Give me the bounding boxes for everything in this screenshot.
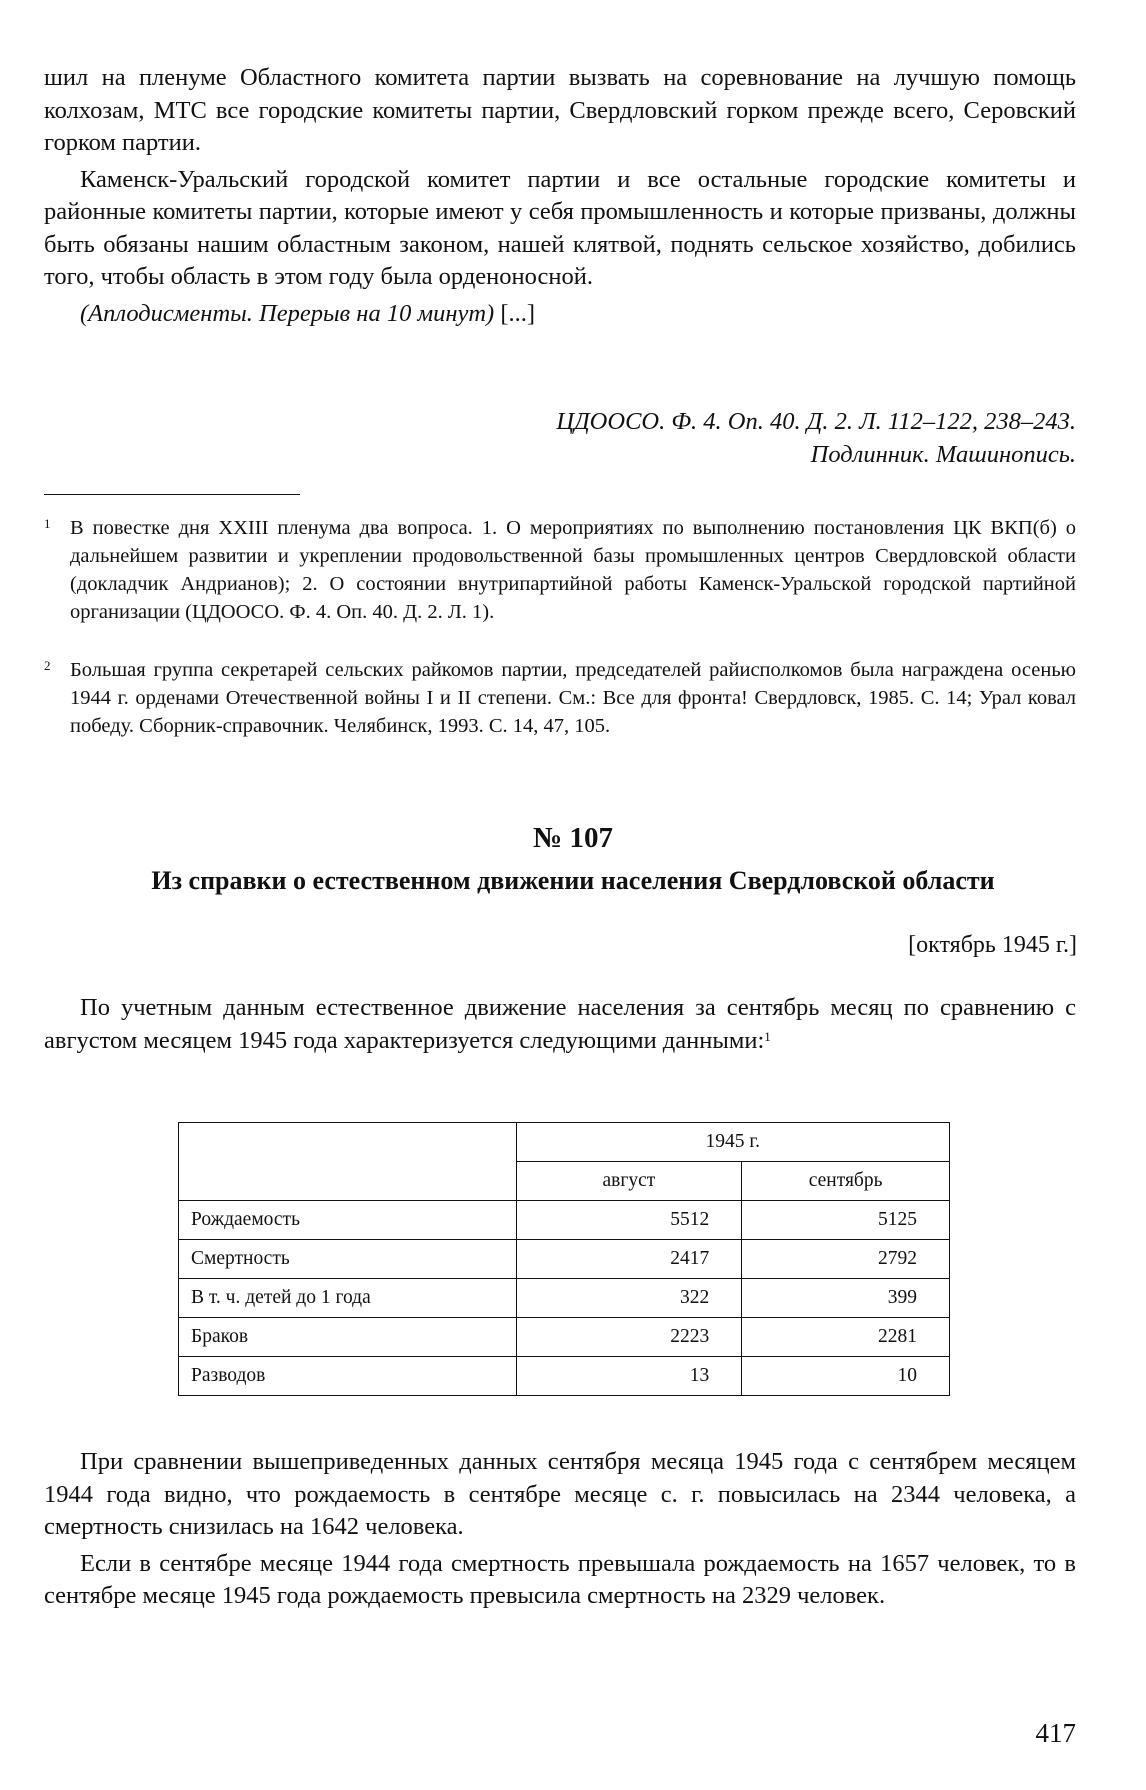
row-label: В т. ч. детей до 1 года: [179, 1279, 517, 1318]
row-august-value: 5512: [516, 1201, 742, 1240]
row-september-value: 2792: [742, 1240, 950, 1279]
conclusion-paragraph-2: Если в сентябре месяце 1944 года смертность превышала рождаемость на 1657 человек, то в сентябре месяце 1945 года рождаемость превысила смертность на 2329 человек.: [44, 1549, 1076, 1609]
row-september-value: 2281: [742, 1318, 950, 1357]
intro-footnote-ref: 1: [764, 1028, 771, 1044]
intro-text: По учетным данным естественное движение населения за сентябрь месяц по сравнению с августом месяцем 1945 года характеризуется следующими данными:: [44, 994, 1076, 1054]
intro-block: [44, 992, 1076, 1057]
document-date: [октябрь 1945 г.]: [908, 932, 1077, 958]
row-september-value: 10: [742, 1357, 950, 1396]
table-year-header: 1945 г.: [516, 1123, 949, 1162]
row-label: Смертность: [179, 1240, 517, 1279]
row-label: Браков: [179, 1318, 517, 1357]
footnote-2-text: Большая группа секретарей сельских райкомов партии, председателей райисполкомов была награждена осенью 1944 г. орденами Отечественной войны I и II степени. См.: Все для фронта! Свердловск, 1985. С. 14; Урал ковал победу. Сборник-справочник. Челябинск, 1993. С. 14, 47, 105.: [70, 659, 1076, 737]
row-august-value: 2223: [516, 1318, 742, 1357]
table-col-september: сентябрь: [742, 1162, 950, 1201]
footnote-1-text: В повестке дня XXIII пленума два вопроса. 1. О мероприятиях по выполнению постановления ЦК ВКП(б) о дальнейшем развитии и укреплении продовольственной базы промышленных центров Свердловской области (докладчик Андрианов); 2. О состоянии внутрипартийной работы Каменск-Уральской городской партийной организации (ЦДООСО. Ф. 4. Оп. 40. Д. 2. Л. 1).: [70, 517, 1076, 623]
applause-line: [44, 298, 1076, 331]
document-number: № 107: [533, 822, 613, 854]
row-august-value: 322: [516, 1279, 742, 1318]
table-row: [179, 1201, 950, 1240]
intro-paragraph: [44, 992, 1076, 1057]
table-row: [179, 1240, 950, 1279]
paragraph-kamensk: Каменск-Уральский городской комитет партии и все остальные городские комитеты и районные комитеты партии, которые имеют у себя промышленность и которые призваны, должны быть обязаны нашим областным законом, нашей клятвой, поднять сельское хозяйство, добились того, чтобы область в этом году была орденоносной.: [44, 165, 1076, 290]
row-september-value: 5125: [742, 1201, 950, 1240]
footnote-2-number: 2: [44, 658, 51, 673]
row-september-value: 399: [742, 1279, 950, 1318]
table-row: [179, 1318, 950, 1357]
conclusion-block: [44, 1446, 1076, 1613]
table-col-august: август: [516, 1162, 742, 1201]
footnote-2: [44, 656, 1076, 740]
applause-tail: [...]: [494, 299, 536, 327]
top-text-block: [44, 62, 1076, 330]
paragraph-continuation: шил на пленуме Областного комитета партии вызвать на соревнование на лучшую помощь колхозам, МТС все городские комитеты партии, Свердловский горком прежде всего, Серовский горком партии.: [44, 64, 1076, 156]
table-corner-cell: [179, 1123, 517, 1201]
footnote-1-number: 1: [44, 516, 51, 531]
conclusion-paragraph-1: При сравнении вышеприведенных данных сентября месяца 1945 года с сентябрем месяцем 1944 года видно, что рождаемость в сентябре месяце с. г. повысилась на 2344 человека, а смертность снизилась на 1642 человека.: [44, 1448, 1076, 1540]
row-august-value: 2417: [516, 1240, 742, 1279]
population-table: [178, 1122, 950, 1396]
page-number: 417: [1035, 1718, 1076, 1748]
footnote-1: [44, 514, 1076, 626]
footnote-divider: [44, 494, 300, 495]
table-row: [179, 1357, 950, 1396]
applause-italic: (Аплодисменты. Перерыв на 10 минут): [80, 299, 495, 327]
source-line-1: ЦДООСО. Ф. 4. Оп. 40. Д. 2. Л. 112–122, 238–243.: [556, 408, 1076, 435]
row-label: Разводов: [179, 1357, 517, 1396]
archive-source: [44, 406, 1076, 471]
document-title: Из справки о естественном движении населения Свердловской области: [151, 866, 995, 895]
row-label: Рождаемость: [179, 1201, 517, 1240]
source-line-2: Подлинник. Машинопись.: [810, 440, 1076, 468]
table-row: [179, 1279, 950, 1318]
row-august-value: 13: [516, 1357, 742, 1396]
